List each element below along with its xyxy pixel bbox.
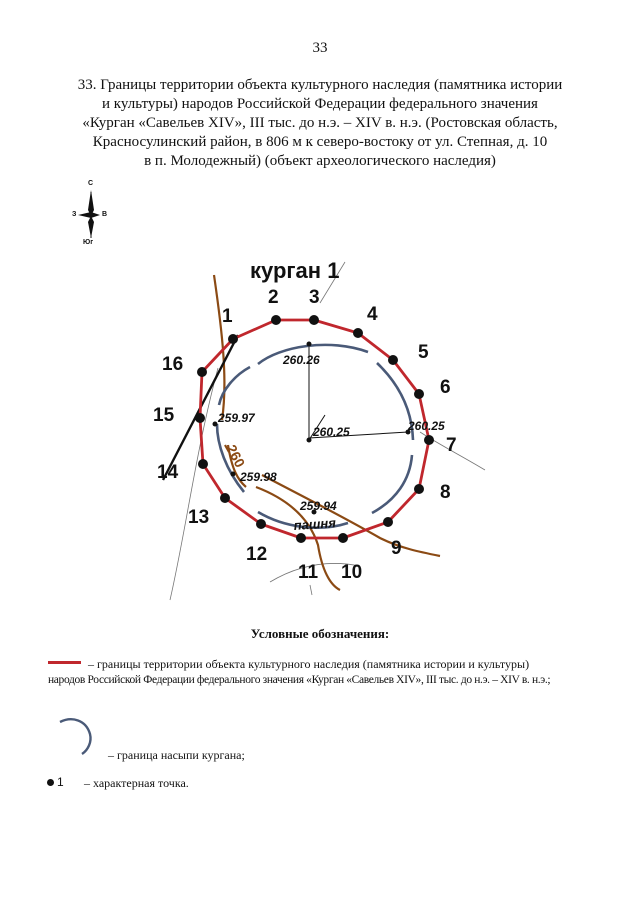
point-15 — [195, 413, 205, 423]
point-11 — [296, 533, 306, 543]
point-16 — [197, 367, 207, 377]
point-6 — [414, 389, 424, 399]
point-label-13: 13 — [188, 507, 210, 528]
legend-boundary-text — [48, 656, 588, 688]
point-10 — [338, 533, 348, 543]
point-8 — [414, 484, 424, 494]
point-label-6: 6 — [440, 377, 451, 398]
page-number: 33 — [312, 40, 328, 56]
elevation-label-1: 260.26 — [283, 353, 320, 367]
point-label-11: 11 — [298, 562, 319, 583]
title-line-1: 33. Границы территории объекта культурного наследия (памятника истории — [77, 77, 563, 93]
point-7 — [424, 435, 434, 445]
point-label-10: 10 — [341, 562, 363, 583]
elevation-label-6: 259.94 — [300, 499, 337, 513]
point-label-14: 14 — [157, 462, 179, 483]
legend-title: Условные обозначения: — [250, 626, 390, 641]
point-13 — [220, 493, 230, 503]
legend-point-number: 1 — [57, 775, 64, 789]
legend-boundary-line-2: народов Российской Федерации федерального значения «Курган «Савельев XIV», III тыс. до н.э. – XIV в. н.э.; — [48, 674, 551, 686]
point-5 — [388, 355, 398, 365]
point-label-2: 2 — [268, 287, 279, 308]
mound-label: курган 1 — [250, 258, 340, 283]
point-1 — [228, 334, 238, 344]
legend-boundary-line-1: – границы территории объекта культурного наследия (памятника истории и культуры) — [88, 657, 530, 671]
point-label-9: 9 — [391, 538, 402, 559]
elevation-labels — [217, 353, 445, 513]
title-line-3: «Курган «Савельев XIV», III тыс. до н.э. – XIV в. н.э. (Ростовская область, — [82, 115, 558, 131]
title-line-2: и культуры) народов Российской Федерации федерального значения — [102, 96, 538, 112]
point-12 — [256, 519, 266, 529]
title-line-4: Красносулинский район, в 806 м к северо-востоку от ул. Степная, д. 10 — [92, 134, 548, 150]
point-label-5: 5 — [418, 342, 429, 363]
compass-east: В — [102, 211, 108, 218]
point-3 — [309, 315, 319, 325]
point-label-16: 16 — [162, 354, 184, 375]
road-1 — [214, 275, 224, 420]
legend-mound-text: – граница насыпи кургана; — [108, 748, 245, 762]
point-label-7: 7 — [446, 435, 457, 456]
point-label-3: 3 — [309, 287, 320, 308]
point-label-8: 8 — [440, 482, 451, 503]
field-label: пашня — [293, 515, 337, 533]
legend-mound-swatch — [52, 712, 96, 756]
point-label-4: 4 — [367, 304, 378, 325]
point-4 — [353, 328, 363, 338]
elevation-label-3: 260.25 — [313, 425, 350, 439]
point-14 — [198, 459, 208, 469]
elevation-label-2: 259.97 — [218, 411, 255, 425]
point-label-1: 1 — [222, 306, 233, 327]
point-label-12: 12 — [246, 544, 268, 565]
legend-point-swatch — [47, 779, 54, 786]
elevation-label-4: 260.25 — [408, 419, 445, 433]
point-2 — [271, 315, 281, 325]
compass-north: С — [88, 180, 94, 187]
elevation-label-5: 259.98 — [240, 470, 277, 484]
contour-label: 260 — [223, 441, 249, 471]
title-line-5: в п. Молодежный) (объект археологического наследия) — [144, 153, 496, 169]
road-3 — [262, 475, 440, 556]
point-9 — [383, 517, 393, 527]
compass-west: З — [72, 211, 77, 218]
compass-south: Юг — [83, 239, 94, 246]
legend-point-text: – характерная точка. — [84, 776, 189, 790]
point-label-15: 15 — [153, 405, 175, 426]
